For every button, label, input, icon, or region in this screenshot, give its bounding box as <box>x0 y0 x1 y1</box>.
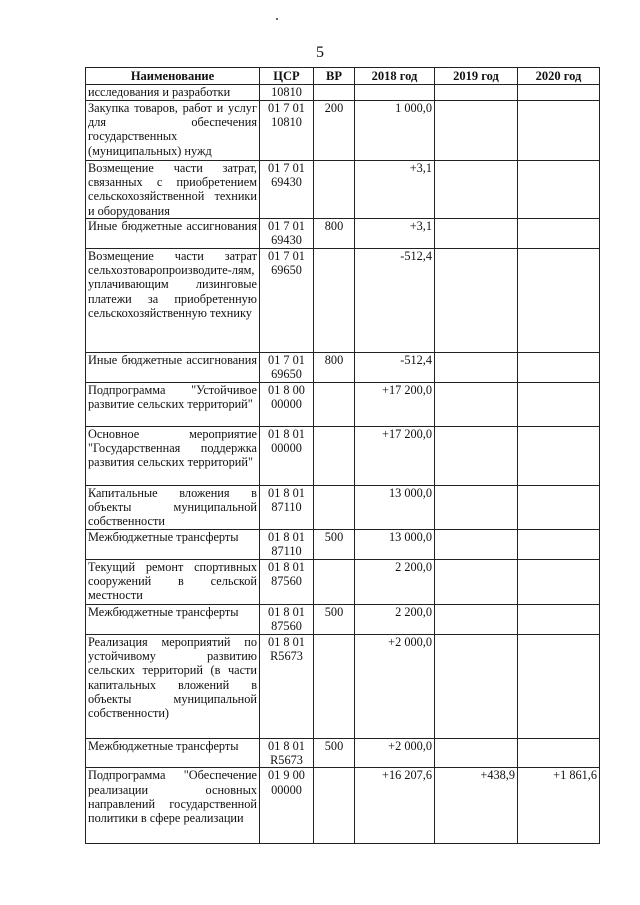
table-row <box>86 427 600 486</box>
row-vr: 500 <box>314 530 355 560</box>
header-2018: 2018 год <box>355 68 435 85</box>
row-2020 <box>518 353 600 383</box>
row-name: Межбюджетные трансферты <box>86 530 260 560</box>
row-2018: 1 000,0 <box>355 101 435 161</box>
row-csr: 01 8 01 87560 <box>260 605 314 635</box>
row-vr <box>314 85 355 101</box>
row-2020 <box>518 101 600 161</box>
row-vr <box>314 560 355 605</box>
table-row <box>86 249 600 353</box>
row-vr: 800 <box>314 353 355 383</box>
row-csr: 01 7 01 69430 <box>260 161 314 219</box>
row-name: Подпрограмма "Обеспечение реализации основных направлений государственной политики в сфере реализации <box>86 768 260 844</box>
row-csr: 01 8 00 00000 <box>260 383 314 427</box>
row-csr: 01 8 01 87110 <box>260 530 314 560</box>
row-2018: +2 000,0 <box>355 635 435 739</box>
header-2019: 2019 год <box>435 68 518 85</box>
table-row <box>86 739 600 768</box>
table-row <box>86 635 600 739</box>
table-row <box>86 560 600 605</box>
row-csr: 01 8 01 87110 <box>260 486 314 530</box>
row-vr <box>314 427 355 486</box>
row-2019 <box>435 560 518 605</box>
row-2018: 2 200,0 <box>355 560 435 605</box>
row-vr <box>314 768 355 844</box>
row-2019 <box>435 85 518 101</box>
table-row <box>86 353 600 383</box>
table-row <box>86 101 600 161</box>
table-row <box>86 605 600 635</box>
row-name: Возмещение части затрат сельхозтоваропроизводите-лям, уплачивающим лизинговые платежи за приобретенную сельскохозяйственную технику <box>86 249 260 353</box>
row-2019 <box>435 219 518 249</box>
row-2019 <box>435 739 518 768</box>
row-vr <box>314 635 355 739</box>
row-csr: 01 8 01 00000 <box>260 427 314 486</box>
header-csr: ЦСР <box>260 68 314 85</box>
row-2019 <box>435 249 518 353</box>
row-2019 <box>435 605 518 635</box>
table-row <box>86 768 600 844</box>
header-2020: 2020 год <box>518 68 600 85</box>
page-number: 5 <box>316 44 324 61</box>
row-name: Межбюджетные трансферты <box>86 605 260 635</box>
row-2018: +17 200,0 <box>355 383 435 427</box>
row-vr: 500 <box>314 605 355 635</box>
row-csr: 01 9 00 00000 <box>260 768 314 844</box>
row-2018: 13 000,0 <box>355 486 435 530</box>
row-2018: -512,4 <box>355 249 435 353</box>
table-row <box>86 219 600 249</box>
row-vr <box>314 383 355 427</box>
row-2019 <box>435 486 518 530</box>
row-csr: 01 8 01 87560 <box>260 560 314 605</box>
table-row <box>86 161 600 219</box>
table-row <box>86 85 600 101</box>
row-csr: 01 7 01 69430 <box>260 219 314 249</box>
row-2020 <box>518 635 600 739</box>
row-2018: 13 000,0 <box>355 530 435 560</box>
row-vr: 800 <box>314 219 355 249</box>
row-csr: 01 8 01 R5673 <box>260 739 314 768</box>
row-2018: -512,4 <box>355 353 435 383</box>
row-csr: 01 8 01 R5673 <box>260 635 314 739</box>
row-vr <box>314 249 355 353</box>
row-2020 <box>518 383 600 427</box>
row-2020 <box>518 739 600 768</box>
header-name: Наименование <box>86 68 260 85</box>
row-name: Реализация мероприятий по устойчивому развитию сельских территорий (в части капитальных вложений в объекты муниципальной собственности) <box>86 635 260 739</box>
row-csr: 01 7 01 69650 <box>260 249 314 353</box>
row-2020 <box>518 85 600 101</box>
row-2020 <box>518 486 600 530</box>
row-vr <box>314 161 355 219</box>
row-2020 <box>518 161 600 219</box>
row-2020 <box>518 427 600 486</box>
table-row <box>86 530 600 560</box>
row-2019 <box>435 635 518 739</box>
row-name: Иные бюджетные ассигнования <box>86 219 260 249</box>
row-2019 <box>435 101 518 161</box>
row-csr: 01 7 01 10810 <box>260 101 314 161</box>
row-2019 <box>435 353 518 383</box>
row-vr: 500 <box>314 739 355 768</box>
row-2018 <box>355 85 435 101</box>
table-row <box>86 383 600 427</box>
row-vr <box>314 486 355 530</box>
row-name: исследования и разработки <box>86 85 260 101</box>
row-name: Капитальные вложения в объекты муниципальной собственности <box>86 486 260 530</box>
row-name: Иные бюджетные ассигнования <box>86 353 260 383</box>
row-2018: +16 207,6 <box>355 768 435 844</box>
row-name: Основное мероприятие "Государственная поддержка развития сельских территорий" <box>86 427 260 486</box>
row-2020: +1 861,6 <box>518 768 600 844</box>
row-name: Межбюджетные трансферты <box>86 739 260 768</box>
row-2019 <box>435 427 518 486</box>
row-2020 <box>518 560 600 605</box>
row-2020 <box>518 249 600 353</box>
row-2018: +3,1 <box>355 161 435 219</box>
row-2018: +17 200,0 <box>355 427 435 486</box>
row-2018: +2 000,0 <box>355 739 435 768</box>
row-name: Закупка товаров, работ и услуг для обеспечения государственных (муниципальных) нужд <box>86 101 260 161</box>
row-2019 <box>435 530 518 560</box>
row-2019 <box>435 383 518 427</box>
scan-speck <box>276 18 278 20</box>
row-2018: +3,1 <box>355 219 435 249</box>
row-name: Текущий ремонт спортивных сооружений в сельской местности <box>86 560 260 605</box>
row-csr: 01 7 01 69650 <box>260 353 314 383</box>
row-2019: +438,9 <box>435 768 518 844</box>
row-vr: 200 <box>314 101 355 161</box>
row-2019 <box>435 161 518 219</box>
row-2020 <box>518 219 600 249</box>
table-header-row <box>86 68 600 85</box>
header-vr: ВР <box>314 68 355 85</box>
row-2018: 2 200,0 <box>355 605 435 635</box>
table-row <box>86 486 600 530</box>
row-name: Подпрограмма "Устойчивое развитие сельских территорий" <box>86 383 260 427</box>
budget-table <box>85 67 600 844</box>
row-name: Возмещение части затрат, связанных с приобретением сельскохозяйственной техники и оборудования <box>86 161 260 219</box>
row-2020 <box>518 605 600 635</box>
row-2020 <box>518 530 600 560</box>
row-csr: 10810 <box>260 85 314 101</box>
